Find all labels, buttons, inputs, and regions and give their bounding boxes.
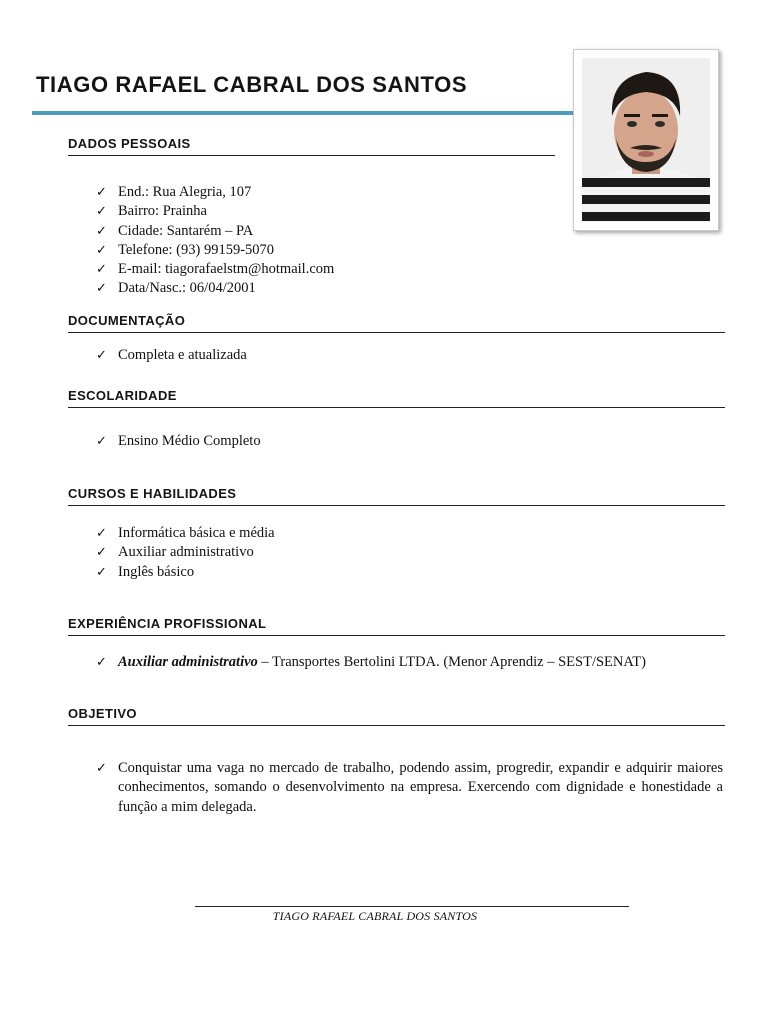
list-item: ✓ Inglês básico [96,563,725,582]
section-title-objetivo: OBJETIVO [68,706,725,726]
list-item [96,759,725,817]
checkmark-icon: ✓ [96,761,107,776]
signature-line [195,906,629,907]
section-title-dados-pessoais: DADOS PESSOAIS [68,136,555,156]
profile-photo [582,58,710,222]
section-title-documentacao: DOCUMENTAÇÃO [68,313,725,333]
dados-pessoais-list [68,183,555,299]
checkmark-icon: ✓ [96,281,107,297]
list-item: ✓ Cidade: Santarém – PA [96,222,555,241]
section-documentacao [68,313,725,365]
list-item [96,653,725,672]
checkmark-icon: ✓ [96,564,107,580]
section-dados-pessoais [68,136,555,299]
section-title-cursos: CURSOS E HABILIDADES [68,486,725,506]
profile-photo-frame [573,49,719,231]
list-item: ✓ Telefone: (93) 99159-5070 [96,241,555,260]
checkmark-icon: ✓ [96,262,107,278]
signature-name: TIAGO RAFAEL CABRAL DOS SANTOS [272,909,478,923]
checkmark-icon: ✓ [96,545,107,561]
cursos-list [68,524,725,582]
checkmark-icon: ✓ [96,526,107,541]
section-title-escolaridade: ESCOLARIDADE [68,388,725,408]
section-title-experiencia: EXPERIÊNCIA PROFISSIONAL [68,616,725,636]
list-item: ✓ Auxiliar administrativo [96,543,725,562]
objective-text: Conquistar uma vaga no mercado de trabalho, podendo assim, progredir, expandir e adquirir maiores conhecimentos, somando o desenvolvimento na empresa. Exercendo com dignidade e honestidade a função a mim delegada. [118,760,723,815]
list-item: ✓ End.: Rua Alegria, 107 [96,183,555,202]
checkmark-icon: ✓ [96,655,107,670]
section-escolaridade [68,388,725,451]
experience-role: Auxiliar administrativo [118,654,258,670]
list-item: ✓ Bairro: Prainha [96,202,555,221]
checkmark-icon: ✓ [96,242,107,258]
checkmark-icon: ✓ [96,434,107,449]
checkmark-icon: ✓ [96,348,107,363]
experience-detail: – Transportes Bertolini LTDA. (Menor Aprendiz – SEST/SENAT) [257,654,646,670]
list-item: ✓ E-mail: tiagorafaelstm@hotmail.com [96,260,555,279]
checkmark-icon: ✓ [96,185,107,200]
list-item: ✓ Completa e atualizada [96,346,725,365]
objetivo-list [68,759,725,817]
checkmark-icon: ✓ [96,223,107,239]
header-accent-rule [32,111,588,115]
list-item: ✓ Data/Nasc.: 06/04/2001 [96,279,555,298]
list-item: ✓ Informática básica e média [96,524,725,543]
section-experiencia [68,616,725,672]
section-cursos-habilidades [68,486,725,582]
documentacao-list [68,346,725,365]
list-item: ✓ Ensino Médio Completo [96,432,725,451]
experiencia-list [68,653,725,672]
candidate-name: TIAGO RAFAEL CABRAL DOS SANTOS [36,72,468,97]
escolaridade-list [68,432,725,451]
profile-photo-illustration [582,58,710,222]
checkmark-icon: ✓ [96,204,107,220]
section-objetivo [68,706,725,817]
